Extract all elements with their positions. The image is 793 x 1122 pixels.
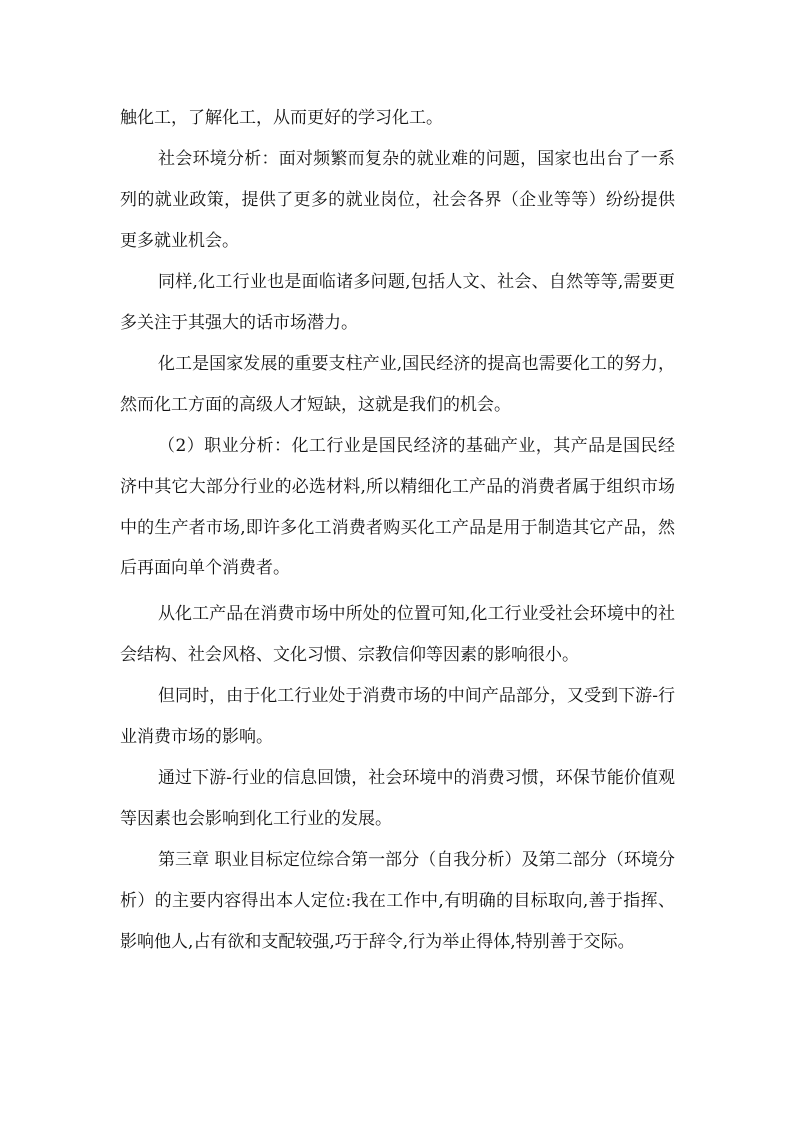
paragraph-continuation: 触化工，了解化工，从而更好的学习化工。 [120, 108, 443, 128]
paragraph-industry-problems: 同样,化工行业也是面临诸多问题,包括人文、社会、自然等等,需要更多关注于其强大的话市场潜力。 [120, 272, 675, 333]
paragraph-downstream-influence: 但同时，由于化工行业处于消费市场的中间产品部分，又受到下游-行业消费市场的影响。 [120, 686, 675, 747]
paragraph-market-position: 从化工产品在消费市场中所处的位置可知,化工行业受社会环境中的社会结构、社会风格、文化习惯、宗教信仰等因素的影响很小。 [120, 604, 675, 665]
paragraph-pillar-industry: 化工是国家发展的重要支柱产业,国民经济的提高也需要化工的努力，然而化工方面的高级人才短缺，这就是我们的机会。 [120, 354, 675, 415]
paragraph-chapter-three: 第三章 职业目标定位综合第一部分（自我分析）及第二部分（环境分析）的主要内容得出本人定位:我在工作中,有明确的目标取向,善于指挥、影响他人,占有欲和支配较强,巧于辞令,行为举止得体,特别善于交际。 [120, 850, 675, 952]
paragraph-feedback: 通过下游-行业的信息回馈，社会环境中的消费习惯，环保节能价值观等因素也会影响到化工行业的发展。 [120, 768, 675, 829]
paragraph-career-analysis: （2）职业分析：化工行业是国民经济的基础产业，其产品是国民经济中其它大部分行业的必选材料,所以精细化工产品的消费者属于组织市场中的生产者市场,即许多化工消费者购买化工产品是用于制造其它产品，然后再面向单个消费者。 [120, 436, 675, 579]
paragraph-social-environment: 社会环境分析：面对频繁而复杂的就业难的问题，国家也出台了一系列的就业政策，提供了更多的就业岗位，社会各界（企业等等）纷纷提供更多就业机会。 [120, 149, 675, 251]
